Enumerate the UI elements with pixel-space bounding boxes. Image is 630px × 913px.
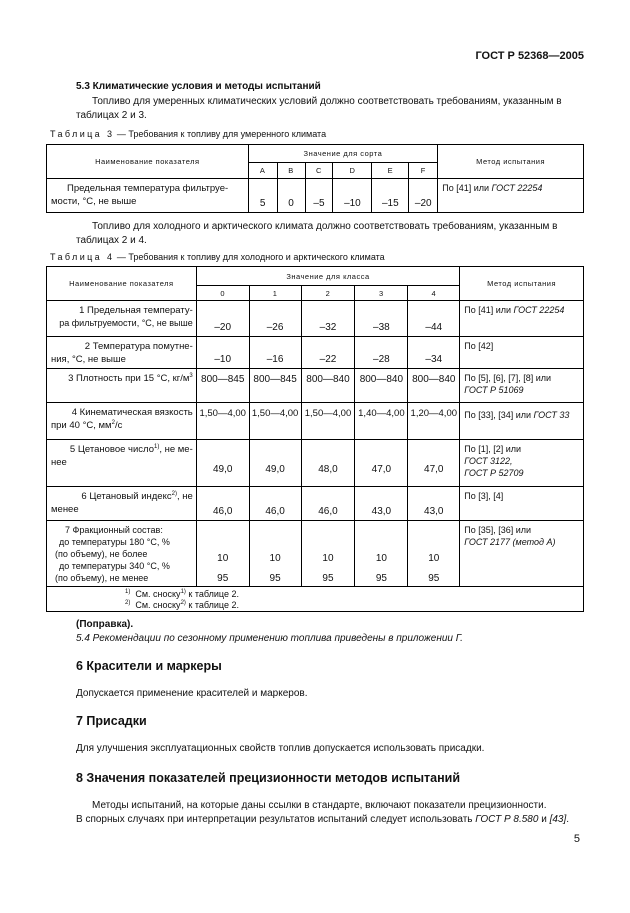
t4-r7-value-340: 95 [375,573,387,584]
t4-r5-value: 47,0 [408,440,460,487]
t3-header-method: Метод испытания [438,145,584,179]
t3-header-name: Наименование показателя [47,145,249,179]
t4-r7-values [408,521,460,587]
correction-note: (Поправка). [76,619,134,630]
section-8-title: 8 Значения показателей прецизионности методов испытаний [76,771,461,785]
t4-r6-label-tail: , не [176,491,193,502]
t4-r3-value: 800—845 [196,369,249,403]
t4-r6-label-sup: 2) [171,490,177,497]
t4-r6-label [47,487,197,521]
t4-r4-method [460,403,584,440]
t4-r4-value: 1,50—4,00 [249,403,301,440]
section-8-line1: Методы испытаний, на которые даны ссылки в стандарте, включают показатели прецизионности. [92,800,547,811]
s53-paragraph-line2: таблицах 2 и 3. [76,110,147,121]
p2-line1: Топливо для холодного и арктического климата должно соответствовать требованиям, указанным в [92,221,558,232]
t4-r1-value: –32 [301,301,355,337]
t4-r5-method-gost1: ГОСТ 3122, [464,456,513,466]
t4-r5-method-gost2: ГОСТ Р 52709 [464,468,524,478]
t3-value: 0 [277,179,305,213]
t4-r6-label-text: 6 Цетановый индекс [81,491,172,502]
t4-r2-value: –10 [196,337,249,369]
t4-header-group: Значение для класса [196,267,459,286]
t4-r7-values [249,521,301,587]
t4-r1-label-l2: ра фильтруемости, °С, не выше [59,318,193,328]
t4-r4-label-sup: 2 [111,419,115,426]
t4-r6-value: 46,0 [301,487,355,521]
t4-r7-value-340: 95 [269,573,281,584]
t3-grade-d: D [333,163,372,179]
t3-value: 5 [248,179,277,213]
t4-r2-label [47,337,197,369]
t4-class-2: 2 [301,286,355,301]
section-5-3-title: 5.3 Климатические условия и методы испытаний [76,81,321,92]
t4-r7-label-l5: (по объему), не менее [55,573,149,583]
table-4-caption-text: — Требования к топливу для холодного и арктического климата [114,252,385,262]
section-8-gost-ref: ГОСТ Р 8.580 [475,814,539,825]
t3-grade-c: C [305,163,333,179]
section-7-title: 7 Присадки [76,714,147,728]
t4-r7-label [47,521,197,587]
t3-row-label-l2: мости, °С, не выше [51,196,137,207]
t4-footnote-2-tail: к таблице 2. [185,600,239,610]
t3-value: –5 [305,179,333,213]
section-8-and: и [538,814,550,825]
t4-r2-method: По [42] [460,337,584,369]
t4-r7-values [301,521,355,587]
t4-r6-value: 46,0 [249,487,301,521]
t4-r7-value-340: 95 [322,573,334,584]
t4-r6-label-l1 [51,490,193,503]
section-8-ref-43: [43] [549,814,567,825]
section-8-line2 [76,813,569,827]
t4-footnote-1-ref: 1) [180,589,186,595]
t4-r3-label [47,369,197,403]
t4-r4-method-text: По [33], [34] или [464,410,534,420]
page-number: 5 [573,833,580,845]
t3-header-group: Значение для сорта [248,145,438,163]
t4-r5-value: 48,0 [301,440,355,487]
section-6-text: Допускается применение красителей и маркеров. [76,688,308,699]
t4-r3-label-text: 3 Плотность при 15 °С, кг/м [68,373,190,384]
t4-r3-value: 800—840 [408,369,460,403]
t4-r5-method-text: По [1], [2] или [464,444,522,454]
t4-class-3: 3 [355,286,408,301]
t4-r5-label-l2: нее [51,457,67,468]
document-header: ГОСТ Р 52368—2005 [475,50,584,62]
t4-r3-value: 800—840 [355,369,408,403]
section-8-dot: . [566,814,570,825]
t4-r1-label-l1: 1 Предельная температу- [79,305,193,316]
t4-r5-value: 49,0 [196,440,249,487]
table-3-caption-text: — Требования к топливу для умеренного климата [114,129,327,139]
t4-r5-value: 49,0 [249,440,301,487]
t4-r5-label-text: 5 Цетановое число [69,444,154,455]
t4-r7-value-180: 10 [322,553,334,564]
t4-r2-label-l1: 2 Температура помутне- [84,341,193,352]
table-4 [46,266,584,612]
t4-r2-value: –28 [355,337,408,369]
t4-r4-label-l2 [51,419,193,432]
t4-r1-method-gost: ГОСТ 22254 [513,305,565,315]
section-6-title: 6 Красители и маркеры [76,659,222,673]
t4-r6-value: 43,0 [408,487,460,521]
t4-r6-value: 46,0 [196,487,249,521]
t4-r7-value-180: 10 [217,553,229,564]
t4-r4-value: 1,20—4,00 [408,403,460,440]
t4-r1-method-text: По [41] или [464,305,514,315]
t4-r1-value: –38 [355,301,408,337]
t4-r7-label-l2: до температуры 180 °С, % [59,537,170,547]
t4-r7-value-340: 95 [217,573,229,584]
t4-footnote-2-text: См. сноску [135,600,181,610]
t4-header-name: Наименование показателя [47,267,197,301]
section-8-line2-text: В спорных случаях при интерпретации результатов испытаний следует использовать [76,814,476,825]
t4-r7-values [355,521,408,587]
t4-r7-method [460,521,584,587]
t4-r1-label [47,301,197,337]
t4-r3-method-text: По [5], [6], [7], [8] или [464,373,552,383]
t4-r2-label-l2: ния, °С, не выше [51,354,126,365]
t4-r1-method [460,301,584,337]
t4-r7-method-text: По [35], [36] или [464,525,532,535]
t4-r6-label-l2: менее [51,504,79,515]
t4-r7-label-l3: (по объему), не более [55,549,148,559]
t4-r6-method: По [3], [4] [460,487,584,521]
t4-r2-value: –34 [408,337,460,369]
t4-r6-value: 43,0 [355,487,408,521]
t4-footnotes [47,587,584,612]
t3-grade-a: A [248,163,277,179]
t4-r7-value-340: 95 [428,573,440,584]
t3-method [438,179,584,213]
section-7-text: Для улучшения эксплуатационных свойств топлив допускается использовать присадки. [76,743,485,754]
t4-r3-method-gost: ГОСТ Р 51069 [464,385,524,395]
t4-footnote-2-ref: 2) [180,600,186,606]
t4-r7-value-180: 10 [375,553,387,564]
t4-r7-values [196,521,249,587]
t4-footnote-1-mark: 1) [125,589,131,595]
t3-grade-f: F [409,163,438,179]
t4-r5-label-l1 [51,443,193,456]
t4-r5-label-sup: 1) [153,443,160,450]
t3-method-text: По [41] или [442,183,492,193]
t3-value: –20 [409,179,438,213]
t4-r1-value: –26 [249,301,301,337]
t4-r1-value: –20 [196,301,249,337]
t4-r7-label-l4: до температуры 340 °С, % [59,561,170,571]
t3-grade-b: B [277,163,305,179]
t4-r3-label-sup: 3 [189,372,193,379]
t3-grade-e: E [372,163,409,179]
table-4-caption [50,252,385,262]
t4-footnote-2-mark: 2) [125,600,131,606]
t4-r5-label-tail: , не ме- [159,444,193,455]
t4-r7-method-gost: ГОСТ 2177 (метод А) [464,537,556,547]
t4-r7-value-180: 10 [428,553,440,564]
s53-paragraph-line1: Топливо для умеренных климатических условий должно соответствовать требованиям, указанным в [92,96,562,107]
t4-r7-label-l1: 7 Фракционный состав: [65,525,163,535]
t4-r2-value: –16 [249,337,301,369]
t4-r4-label-l2-tail: /с [114,420,123,431]
t4-r3-method [460,369,584,403]
t4-r3-value: 800—845 [249,369,301,403]
t3-value: –15 [372,179,409,213]
t4-class-4: 4 [408,286,460,301]
t3-row-label-l1: Предельная температура фильтруе- [67,183,229,194]
t4-r4-label-l1: 4 Кинематическая вязкость [71,407,193,418]
t3-row-label [47,179,249,213]
t4-r3-value: 800—840 [301,369,355,403]
t4-footnote-1 [125,589,583,600]
t4-class-0: 0 [196,286,249,301]
t4-r5-method [460,440,584,487]
table-3-caption [50,129,326,139]
t4-r5-value: 47,0 [355,440,408,487]
t4-r7-value-180: 10 [269,553,281,564]
p2-line2: таблицах 2 и 4. [76,235,147,246]
table-4-caption-label: Таблица 4 [50,252,115,262]
t4-r4-value: 1,40—4,00 [355,403,408,440]
t4-footnote-1-text: См. сноску [135,589,181,599]
t4-footnote-2 [125,600,583,611]
t4-r2-value: –22 [301,337,355,369]
table-3 [46,144,584,213]
table-3-caption-label: Таблица 3 [50,129,115,139]
t4-r4-label [47,403,197,440]
t4-r4-method-gost: ГОСТ 33 [533,410,570,420]
t3-value: –10 [333,179,372,213]
t4-r5-label [47,440,197,487]
t4-r1-value: –44 [408,301,460,337]
t4-r4-label-l2-text: при 40 °С, мм [51,420,112,431]
t4-header-method: Метод испытания [460,267,584,301]
t4-class-1: 1 [249,286,301,301]
t4-r4-value: 1,50—4,00 [301,403,355,440]
section-5-4-note: 5.4 Рекомендации по сезонному применению топлива приведены в приложении Г. [76,633,463,644]
t3-method-gost: ГОСТ 22254 [491,183,543,193]
t4-r4-value: 1,50—4,00 [196,403,249,440]
t4-footnote-1-tail: к таблице 2. [185,589,239,599]
